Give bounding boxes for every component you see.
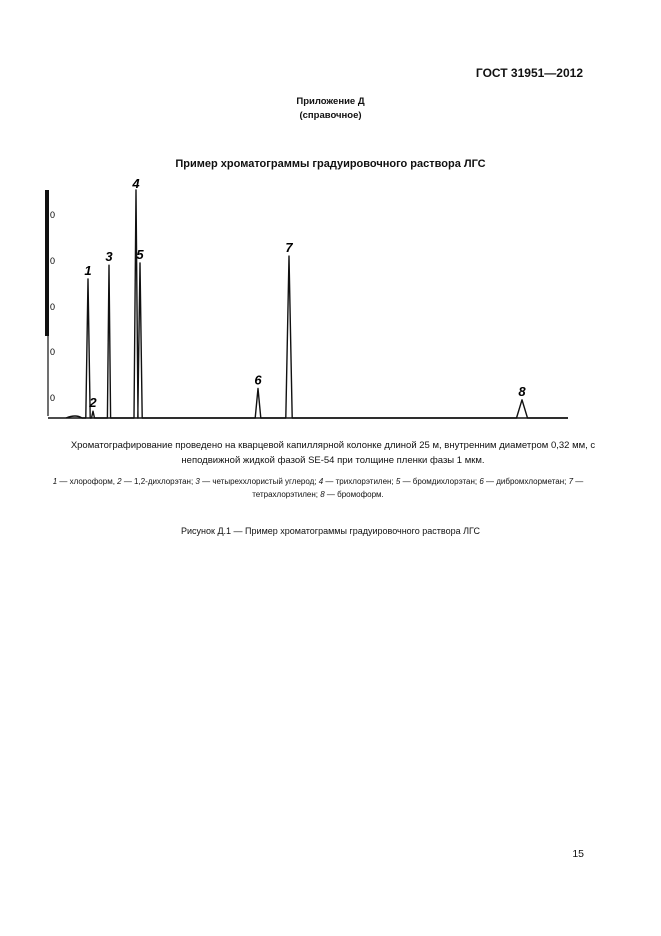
legend-item: 5 — бромдихлорэтан; [395, 477, 480, 486]
chromatogram [38, 178, 578, 428]
peak-legend [48, 475, 588, 501]
figure-caption: Рисунок Д.1 — Пример хроматограммы градуировочного раствора ЛГС [181, 526, 480, 536]
legend-item: 6 — дибромхлорметан; [479, 477, 569, 486]
peak-labels [84, 178, 526, 410]
legend-item: 7 — тетрахлорэтилен; [252, 477, 584, 499]
chromatography-note: Хроматографирование проведено на кварцевой капиллярной колонке длиной 25 м, внутренним диаметром 0,32 мм, с неподвижной жидкой фазой SE-54 при толщине пленки фазы 1 мкм. [70, 440, 596, 466]
chromatogram-trace [66, 190, 568, 418]
y-tick-labels [50, 210, 55, 403]
peak-label: 5 [136, 246, 144, 262]
peak-label: 7 [285, 240, 293, 256]
peak-label: 6 [254, 372, 262, 388]
peak-label: 3 [105, 249, 113, 265]
y-tick-label: 0 [50, 256, 56, 266]
appendix-subtitle: (справочное) [299, 110, 362, 121]
y-tick-label: 0 [50, 210, 56, 220]
page-number: 15 [572, 848, 584, 860]
y-tick-label: 0 [50, 393, 56, 403]
figure-title: Пример хроматограммы градуировочного раствора ЛГС [175, 158, 486, 170]
legend-item: 2 — 1,2-дихлорэтан; [117, 477, 196, 486]
legend-item: 4 — трихлорэтилен; [318, 477, 396, 486]
legend-item: 8 — бромоформ. [320, 490, 384, 499]
y-tick-label: 0 [50, 347, 56, 357]
y-tick-label: 0 [50, 302, 56, 312]
appendix-title: Приложение Д [296, 96, 365, 107]
peak-label: 1 [84, 262, 92, 278]
peak-label: 8 [518, 383, 526, 399]
peak-label: 4 [132, 178, 140, 191]
standard-number: ГОСТ 31951—2012 [475, 66, 583, 80]
legend-item: 3 — четыреххлористый углерод; [195, 477, 319, 486]
peak-label: 2 [89, 395, 97, 411]
legend-item: 1 — хлороформ, [52, 477, 118, 486]
